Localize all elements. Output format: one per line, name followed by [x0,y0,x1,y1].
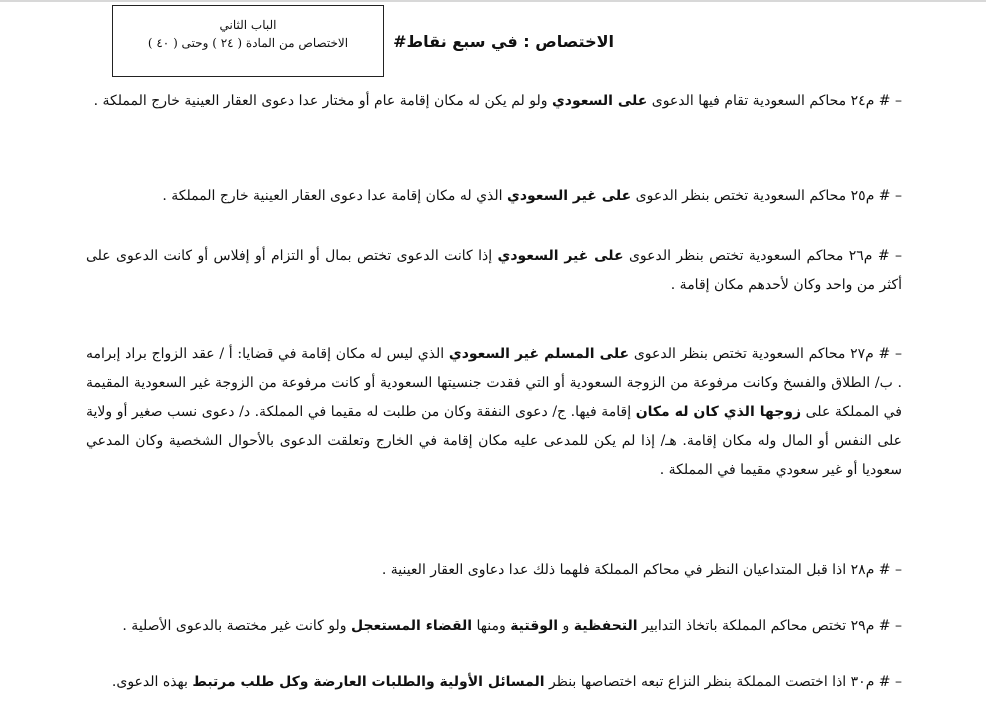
article-text: بهذه الدعوى. [111,674,193,690]
chapter-range: الاختصاص من المادة ( ٢٤ ) وحتى ( ٤٠ ) [147,36,349,50]
article-lead: – # م٢٦ [843,248,902,264]
article-emphasis: التحفظية [573,618,638,634]
article-text: الذي له مكان إقامة عدا دعوى العقار العينية خارج المملكة . [162,188,507,204]
article-28 [86,556,902,585]
article-emphasis: المسائل الأولية والطلبات العارضة وكل طلب مرتبط [192,674,545,690]
article-emphasis: على المسلم غير السعودي [448,346,630,362]
article-text: و [558,618,574,634]
article-text: إذا كانت الدعوى تختص بمال أو التزام أو إفلاس أو كانت الدعوى على أكثر من واحد وكان لأحدهم مكان إقامة . [86,248,902,293]
article-text: اذا قبل المتداعيان النظر في محاكم المملكة فلهما ذلك عدا دعاوى العقار العينية . [381,562,847,578]
heading-marker: # [393,32,407,51]
article-emphasis: القضاء المستعجل [350,618,473,634]
article-lead: – # م٣٠ [846,674,902,690]
chapter-box [112,5,384,77]
heading-text: الاختصاص : في سبع نقاط [406,32,614,51]
article-30 [86,668,902,697]
article-text: محاكم السعودية تختص بنظر الدعوى [631,188,847,204]
article-24 [86,87,902,116]
article-lead: – # م٢٩ [846,618,902,634]
article-text: محاكم السعودية تختص بنظر الدعوى [629,346,846,362]
article-emphasis: على السعودي [551,93,648,109]
article-26 [86,242,902,300]
article-lead: – # م٢٨ [846,562,902,578]
article-text: محاكم السعودية تقام فيها الدعوى [647,93,847,109]
chapter-title: الباب الثاني [219,18,277,32]
article-25 [86,182,902,211]
article-27 [86,340,902,485]
article-lead: – # م٢٤ [846,93,902,109]
article-text: ولو لم يكن له مكان إقامة عام أو مختار عدا دعوى العقار العينية خارج المملكة . [93,93,552,109]
article-text: تختص محاكم المملكة باتخاذ التدابير [637,618,847,634]
article-text: محاكم السعودية تختص بنظر الدعوى [623,248,844,264]
section-heading [383,31,614,53]
article-text: الذي ليس له مكان إقامة في قضايا: أ / عقد الزواج براد إبرامه . ب/ الطلاق والفسخ وكانت مرفوعة من الزوجة السعودية أو التي فقدت جنسيتها السعودية أو كانت مرفوعة من الزوجة غير السعودية المقيمة في المملكة على [86,346,902,420]
article-text: إقامة فيها. ج/ دعوى النفقة وكان من طلبت له مقيما في المملكة. د/ دعوى نسب صغير أو ولاية على النفس أو المال وله مكان إقامة. هـ/ إذا لم يكن للمدعى عليه مكان إقامة في الخارج وتعلقت الدعوى بالأحوال الشخصية وكان المدعي سعوديا أو غير سعودي مقيما في المملكة . [86,404,902,478]
article-emphasis: على غير السعودي [507,188,632,204]
article-emphasis: زوجها الذي كان له مكان [635,404,802,420]
article-lead: – # م٢٥ [846,188,902,204]
article-text: اذا اختصت المملكة بنظر النزاع تبعه اختصاصها بنظر [544,674,847,690]
top-divider [0,0,986,2]
article-text: ومنها [472,618,511,634]
article-emphasis: الوقتية [510,618,559,634]
article-29 [86,612,902,641]
article-text: ولو كانت غير مختصة بالدعوى الأصلية . [122,618,351,634]
article-emphasis: على غير السعودي [497,248,624,264]
article-lead: – # م٢٧ [845,346,902,362]
